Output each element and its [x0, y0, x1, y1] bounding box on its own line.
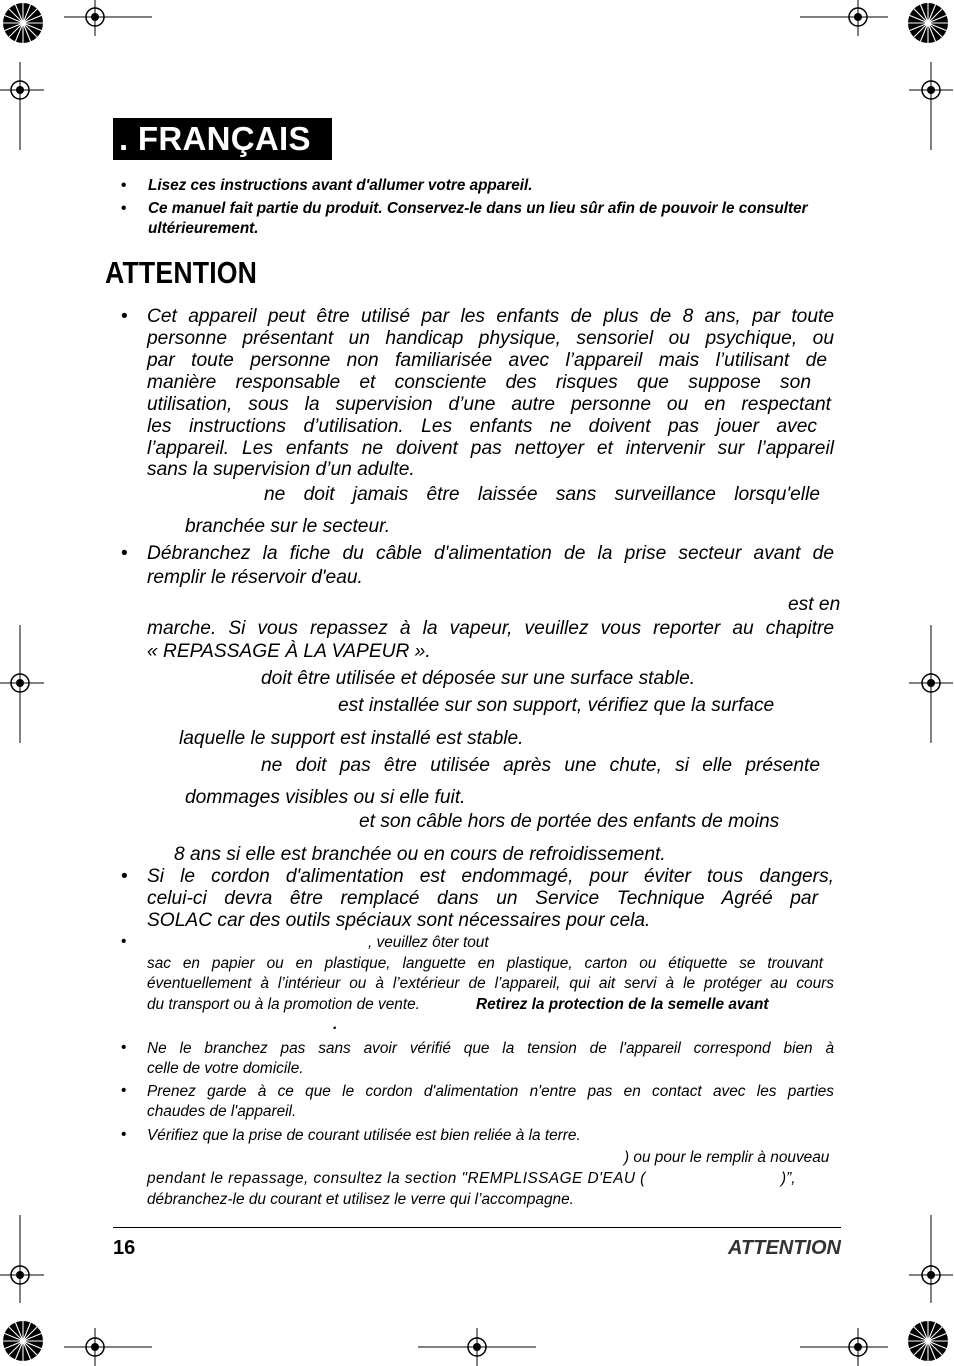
text-line: Cet appareil peut être utilisé par les enfants de plus de 8 ans, par toute [147, 306, 834, 327]
crop-mark-lower-right [909, 1215, 954, 1305]
crop-mark-bottom-left [64, 1326, 154, 1366]
crop-mark-upper-right [909, 62, 954, 152]
text-line: Ne le branchez pas sans avoir vérifié que la tension de l'appareil correspond bien à [147, 1040, 834, 1057]
text-line: Vérifiez que la prise de courant utilisée est bien reliée à la terre. [147, 1127, 581, 1144]
text-line: par toute personne non familiarisée avec l’appareil mais l’utilisant de [147, 350, 827, 371]
text-line: personne présentant un handicap physique, sensoriel ou psychique, ou [147, 328, 834, 349]
text-line: est en [788, 594, 841, 615]
text-line: . [333, 1016, 338, 1033]
text-line: SOLAC car des outils spéciaux sont nécessaires pour cela. [147, 910, 651, 931]
text-line: débranchez-le du courant et utilisez le verre qui l’accompagne. [147, 1191, 574, 1208]
intro-text: Ce manuel fait partie du produit. Conservez-le dans un lieu sûr afin de pouvoir le consulter ultérieurement. [148, 200, 808, 237]
intro-list [121, 176, 841, 242]
text-line: pendant le repassage, consultez la section "REMPLISSAGE D'EAU ( [147, 1170, 646, 1187]
star-target-top-left [2, 2, 44, 44]
bullet: • [121, 933, 127, 950]
text-line: sans la supervision d’un adulte. [147, 459, 415, 480]
bullet: • [121, 200, 127, 217]
text-line: est installée sur son support, vérifiez que la surface [338, 695, 775, 716]
text-line-bold: Retirez la protection de la semelle avant [476, 996, 769, 1013]
page-number: 16 [113, 1237, 136, 1259]
text-line: Prenez garde à ce que le cordon d'alimentation n'entre pas en contact avec les parties [147, 1083, 834, 1100]
bullet: • [121, 177, 127, 194]
text-line: celle de votre domicile. [147, 1060, 304, 1077]
bullet: • [121, 1082, 127, 1099]
star-target-top-right [907, 2, 949, 44]
text-line: remplir le réservoir d'eau. [147, 567, 363, 588]
footer-divider [113, 1227, 841, 1228]
text-line: 8 ans si elle est branchée ou en cours de refroidissement. [174, 844, 666, 865]
language-badge: . FRANÇAIS [113, 118, 332, 160]
star-target-bottom-right [907, 1320, 949, 1362]
text-line: chaudes de l'appareil. [147, 1103, 297, 1120]
crop-mark-middle-right [909, 625, 954, 745]
crop-mark-top-left [64, 0, 154, 40]
text-line: du transport ou à la promotion de vente. [147, 996, 420, 1013]
text-line: sac en papier ou en plastique, languette en plastique, carton ou étiquette se trouvant [147, 955, 823, 972]
crop-mark-middle-left [0, 625, 45, 745]
text-line: ) ou pour le remplir à nouveau [624, 1149, 830, 1166]
crop-mark-lower-left [0, 1215, 45, 1305]
crop-mark-top-right [800, 0, 890, 40]
bullet: • [121, 1126, 127, 1143]
text-line: éventuellement à l’intérieur ou à l’extérieur de l’appareil, qui ait servi à le protéger au cours [147, 975, 834, 992]
text-line: utilisation, sous la supervision d’une autre personne ou en respectant [147, 394, 831, 415]
text-line: laquelle le support est installé est stable. [179, 728, 524, 749]
text-line: marche. Si vous repassez à la vapeur, veuillez vous reporter au chapitre [147, 618, 834, 639]
intro-item [121, 176, 841, 196]
bullet: • [121, 543, 128, 564]
text-line: , veuillez ôter tout [368, 934, 489, 951]
text-line: ne doit jamais être laissée sans surveillance lorsqu'elle [264, 484, 820, 505]
crop-mark-bottom-center [418, 1326, 538, 1366]
bullet: • [121, 1039, 127, 1056]
text-line: manière responsable et consciente des risques que suppose son [147, 372, 811, 393]
text-line: doit être utilisée et déposée sur une surface stable. [261, 668, 696, 689]
text-line: Débranchez la fiche du câble d'alimentation de la prise secteur avant de [147, 543, 834, 564]
intro-item [121, 199, 841, 239]
section-heading: ATTENTION [105, 255, 258, 290]
bullet: • [121, 306, 128, 327]
text-line: et son câble hors de portée des enfants de moins [359, 811, 780, 832]
bullet: • [121, 866, 128, 887]
text-line: l’appareil. Les enfants ne doivent pas nettoyer et intervenir sur l’appareil [147, 438, 834, 459]
crop-mark-bottom-right [800, 1326, 890, 1366]
text-line: ne doit pas être utilisée après une chute, si elle présente [261, 755, 820, 776]
star-target-bottom-left [2, 1320, 44, 1362]
running-title: ATTENTION [728, 1237, 841, 1259]
intro-text: Lisez ces instructions avant d'allumer votre appareil. [148, 177, 533, 194]
crop-mark-upper-left [0, 62, 45, 152]
text-line: branchée sur le secteur. [185, 516, 391, 537]
text-line: celui-ci devra être remplacé dans un Service Technique Agréé par [147, 888, 818, 909]
text-line: « REPASSAGE À LA VAPEUR ». [147, 641, 431, 662]
text-line: )”, [781, 1170, 796, 1187]
text-line: dommages visibles ou si elle fuit. [185, 787, 466, 808]
text-line: Si le cordon d'alimentation est endommagé, pour éviter tous dangers, [147, 866, 834, 887]
text-line: les instructions d’utilisation. Les enfants ne doivent pas jouer avec [147, 416, 817, 437]
